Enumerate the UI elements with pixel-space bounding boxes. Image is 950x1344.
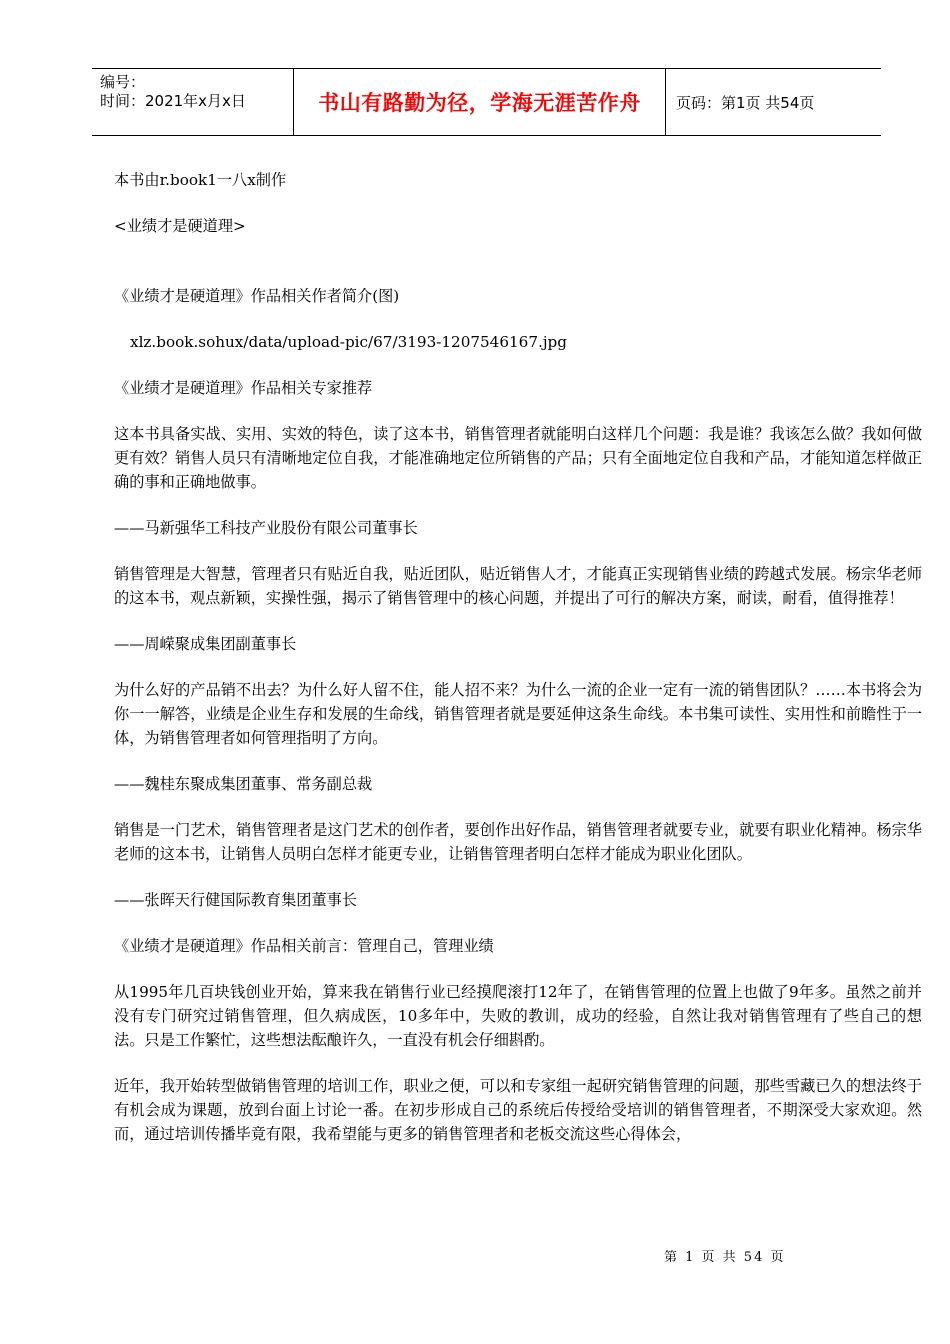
paragraph-recommend-4: 销售是一门艺术，销售管理者是这门艺术的创作者，要创作出好作品，销售管理者就要专业，就要有职业化精神。杨宗华老师的这本书，让销售人员明白怎样才能更专业，让销售管理者明白怎样才能成为职业化团队。 <box>114 821 922 863</box>
serial-label: 编号： <box>100 73 146 91</box>
paragraph-book-title: <业绩才是硬道理> <box>114 217 246 235</box>
page-footer: 第 1 页 共 54 页 <box>664 1250 786 1265</box>
paragraph-signature-2: ——周嵘聚成集团副董事长 <box>114 635 297 653</box>
paragraph-signature-1: ——马新强华工科技产业股份有限公司董事长 <box>114 519 418 537</box>
paragraph-recommend-3: 为什么好的产品销不出去？为什么好人留不住，能人招不来？为什么一流的企业一定有一流的销售团队？……本书将会为你一一解答，业绩是企业生存和发展的生命线，销售管理者就是要延伸这条生命线。本书集可读性、实用性和前瞻性于一体，为销售管理者如何管理指明了方向。 <box>114 681 922 747</box>
paragraph-signature-3: ——魏桂东聚成集团董事、常务副总裁 <box>114 775 373 793</box>
paragraph-recommend-1: 这本书具备实战、实用、实效的特色，读了这本书，销售管理者就能明白这样几个问题：我是谁？我该怎么做？我如何做更有效？销售人员只有清晰地定位自我，才能准确地定位所销售的产品；只有全面地定位自我和产品，才能知道怎样做正确的事和正确地做事。 <box>114 425 922 491</box>
header-page-label: 页码：第1页 共54页 <box>676 93 815 112</box>
header-motto: 书山有路勤为径，学海无涯苦作舟 <box>294 69 666 135</box>
paragraph-preface-heading: 《业绩才是硬道理》作品相关前言：管理自己，管理业绩 <box>114 937 494 955</box>
page-header <box>92 68 881 136</box>
paragraph-author-heading: 《业绩才是硬道理》作品相关作者简介(图) <box>114 287 400 305</box>
paragraph-producer: 本书由r.book1一八x制作 <box>114 171 287 189</box>
paragraph-recommend-2: 销售管理是大智慧，管理者只有贴近自我，贴近团队，贴近销售人才，才能真正实现销售业绩的跨越式发展。杨宗华老师的这本书，观点新颖，实操性强，揭示了销售管理中的核心问题，并提出了可行的解决方案，耐读，耐看，值得推荐！ <box>114 565 922 607</box>
paragraph-image-path: xlz.book.sohux/data/upload-pic/67/3193-1207546167.jpg <box>130 333 567 351</box>
paragraph-signature-4: ——张晖天行健国际教育集团董事长 <box>114 891 357 909</box>
paragraph-preface-1: 从1995年几百块钱创业开始，算来我在销售行业已经摸爬滚打12年了，在销售管理的位置上也做了9年多。虽然之前并没有专门研究过销售管理，但久病成医，10多年中，失败的教训，成功的经验，自然让我对销售管理有了些自己的想法。只是工作繁忙，这些想法酝酿许久，一直没有机会仔细斟酌。 <box>114 983 922 1049</box>
header-meta <box>92 69 294 135</box>
document-body <box>114 168 922 1168</box>
time-label: 时间：2021年x月x日 <box>100 92 246 110</box>
paragraph-preface-2: 近年，我开始转型做销售管理的培训工作，职业之便，可以和专家组一起研究销售管理的问题，那些雪藏已久的想法终于有机会成为课题，放到台面上讨论一番。在初步形成自己的系统后传授给受培训的销售管理者，不期深受大家欢迎。然而，通过培训传播毕竟有限，我希望能与更多的销售管理者和老板交流这些心得体会， <box>114 1077 922 1143</box>
paragraph-recommend-heading: 《业绩才是硬道理》作品相关专家推荐 <box>114 379 373 397</box>
